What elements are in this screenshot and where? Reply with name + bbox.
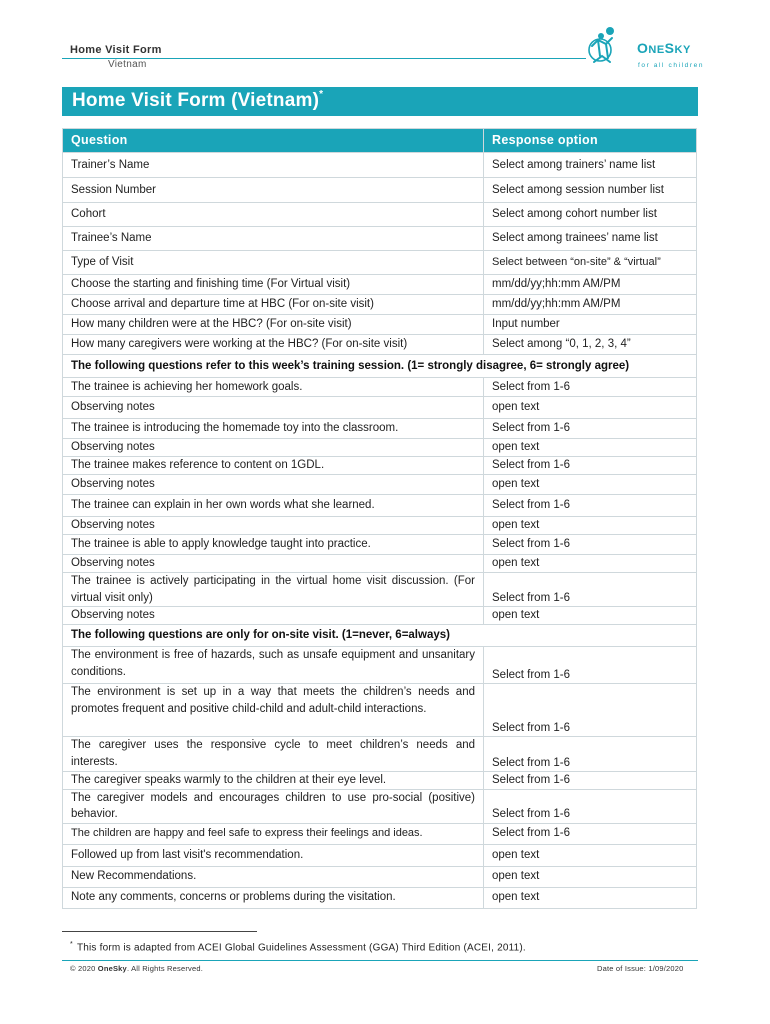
title-banner <box>62 87 698 116</box>
footnote-text: This form is adapted from ACEI Global Guidelines Assessment (GGA) Third Edition (ACEI, 2011). <box>76 942 526 954</box>
response-cell: open text <box>484 475 697 495</box>
table-row <box>63 275 697 295</box>
response-header: Response option <box>484 129 697 153</box>
section-row <box>63 355 697 378</box>
response-cell: Select among “0, 1, 2, 3, 4” <box>484 335 697 355</box>
table-row <box>63 555 697 573</box>
question-cell: The caregiver speaks warmly to the children at their eye level. <box>63 772 484 790</box>
response-cell: open text <box>484 517 697 535</box>
response-cell: Select among session number list <box>484 178 697 203</box>
table-row <box>63 495 697 517</box>
response-cell: Select from 1-6 <box>484 457 697 475</box>
question-cell: Observing notes <box>63 517 484 535</box>
table-row <box>63 517 697 535</box>
question-cell: How many caregivers were working at the HBC? (For on-site visit) <box>63 335 484 355</box>
table-row <box>63 419 697 439</box>
question-cell: The caregiver models and encourages children to use pro-social (positive) behavior. <box>63 789 484 823</box>
table-row <box>63 457 697 475</box>
question-cell: Type of Visit <box>63 251 484 275</box>
response-cell: mm/dd/yy;hh:mm AM/PM <box>484 295 697 315</box>
question-cell: Choose the starting and finishing time (For Virtual visit) <box>63 275 484 295</box>
question-cell: The children are happy and feel safe to express their feelings and ideas. <box>63 823 484 844</box>
question-header: Question <box>63 129 484 153</box>
question-cell: Note any comments, concerns or problems during the visitation. <box>63 887 484 908</box>
question-cell: The caregiver uses the responsive cycle to meet children’s needs and interests. <box>63 737 484 772</box>
question-cell: Observing notes <box>63 439 484 457</box>
question-cell: The environment is free of hazards, such as unsafe equipment and unsanitary conditions. <box>63 647 484 684</box>
response-cell: open text <box>484 555 697 573</box>
table-row <box>63 573 697 607</box>
footnote <box>70 941 526 953</box>
response-cell: open text <box>484 844 697 866</box>
table-row <box>63 772 697 790</box>
question-cell: The trainee is able to apply knowledge taught into practice. <box>63 535 484 555</box>
response-cell: Select among trainers’ name list <box>484 153 697 178</box>
question-cell: How many children were at the HBC? (For on-site visit) <box>63 315 484 335</box>
table-row <box>63 335 697 355</box>
table-row <box>63 378 697 397</box>
question-cell: Observing notes <box>63 397 484 419</box>
table-row <box>63 251 697 275</box>
response-cell: mm/dd/yy;hh:mm AM/PM <box>484 275 697 295</box>
section-heading-onsite: The following questions are only for on-site visit. (1=never, 6=always) <box>63 625 697 647</box>
response-cell: Select from 1-6 <box>484 647 697 684</box>
table-row <box>63 607 697 625</box>
response-cell: Select from 1-6 <box>484 419 697 439</box>
question-cell: The trainee is achieving her homework goals. <box>63 378 484 397</box>
question-cell: Observing notes <box>63 475 484 495</box>
table-row <box>63 153 697 178</box>
response-cell: Select from 1-6 <box>484 823 697 844</box>
question-cell: Observing notes <box>63 555 484 573</box>
date-of-issue: Date of Issue: 1/09/2020 <box>597 964 684 973</box>
table-row <box>63 315 697 335</box>
table-row <box>63 647 697 684</box>
question-cell: Session Number <box>63 178 484 203</box>
footnote-rule <box>62 931 257 932</box>
table-row <box>63 887 697 908</box>
table-row <box>63 737 697 772</box>
table-row <box>63 475 697 495</box>
response-cell: Select between “on-site” & “virtual” <box>484 251 697 275</box>
table-row <box>63 439 697 457</box>
question-cell: Followed up from last visit's recommendation. <box>63 844 484 866</box>
response-cell: Select among cohort number list <box>484 203 697 227</box>
section-row <box>63 625 697 647</box>
logo-tagline: for all children <box>638 62 705 69</box>
response-cell: open text <box>484 397 697 419</box>
question-cell: Choose arrival and departure time at HBC (For on-site visit) <box>63 295 484 315</box>
copyright: © 2020 OneSky. All Rights Reserved. <box>70 964 204 973</box>
response-cell: open text <box>484 607 697 625</box>
table-row <box>63 295 697 315</box>
question-cell: Observing notes <box>63 607 484 625</box>
question-cell: Trainer’s Name <box>63 153 484 178</box>
footer-brand: OneSky <box>97 964 127 973</box>
response-cell: Select among trainees’ name list <box>484 227 697 251</box>
response-cell: Select from 1-6 <box>484 789 697 823</box>
question-cell: The trainee can explain in her own words what she learned. <box>63 495 484 517</box>
question-cell: Cohort <box>63 203 484 227</box>
response-cell: open text <box>484 866 697 887</box>
table-row <box>63 203 697 227</box>
question-cell: Trainee’s Name <box>63 227 484 251</box>
table-row <box>63 866 697 887</box>
footer-rule <box>62 960 698 961</box>
form-table <box>62 128 697 909</box>
question-cell: The trainee is actively participating in the virtual home visit discussion. (For virtual visit only) <box>63 573 484 607</box>
response-cell: Select from 1-6 <box>484 535 697 555</box>
logo-wordmark: ONESKY <box>637 40 691 56</box>
question-cell: New Recommendations. <box>63 866 484 887</box>
table-row <box>63 844 697 866</box>
table-row <box>63 178 697 203</box>
header-doc-title: Home Visit Form <box>70 44 162 56</box>
table-row <box>63 535 697 555</box>
table-row <box>63 789 697 823</box>
table-row <box>63 823 697 844</box>
response-cell: Input number <box>484 315 697 335</box>
table-row <box>63 397 697 419</box>
response-cell: Select from 1-6 <box>484 684 697 737</box>
response-cell: Select from 1-6 <box>484 495 697 517</box>
response-cell: open text <box>484 887 697 908</box>
page-title: Home Visit Form (Vietnam)* <box>72 88 324 111</box>
question-cell: The trainee is introducing the homemade toy into the classroom. <box>63 419 484 439</box>
response-cell: open text <box>484 439 697 457</box>
question-cell: The environment is set up in a way that meets the children’s needs and promotes frequent and positive child-child and adult-child interactions. <box>63 684 484 737</box>
title-footnote-marker: * <box>319 88 324 100</box>
response-cell: Select from 1-6 <box>484 772 697 790</box>
section-heading-training: The following questions refer to this week’s training session. (1= strongly disagree, 6= strongly agree) <box>63 355 697 378</box>
table-row <box>63 684 697 737</box>
response-cell: Select from 1-6 <box>484 737 697 772</box>
header-doc-subtitle: Vietnam <box>108 59 147 70</box>
response-cell: Select from 1-6 <box>484 573 697 607</box>
question-cell: The trainee makes reference to content on 1GDL. <box>63 457 484 475</box>
footnote-marker: * <box>70 941 73 948</box>
response-cell: Select from 1-6 <box>484 378 697 397</box>
table-row <box>63 227 697 251</box>
